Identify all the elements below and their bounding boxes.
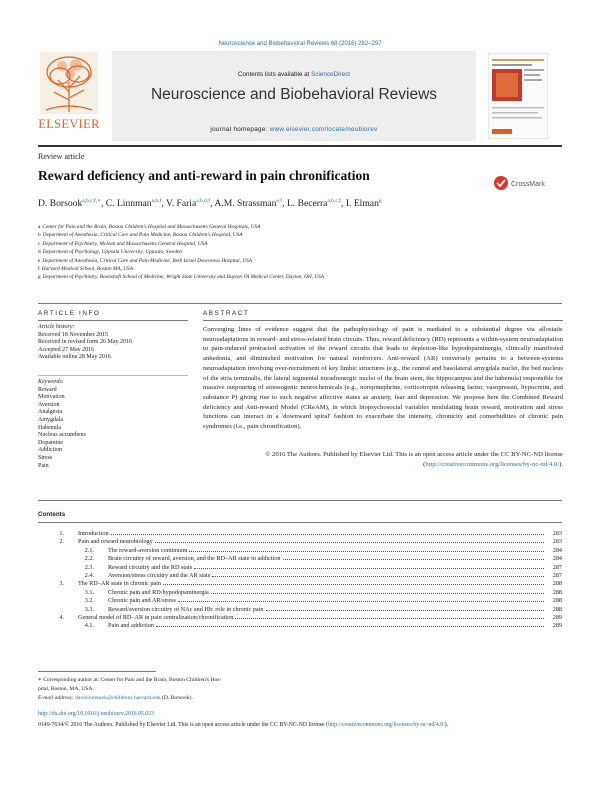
toc-number: 1. [59, 530, 64, 537]
footnote-rule [38, 671, 156, 672]
affiliation-item [38, 240, 563, 248]
toc-entry[interactable] [38, 571, 562, 579]
toc-title[interactable]: The reward-aversion continuum [108, 546, 188, 554]
journal-cover-icon[interactable] [488, 53, 548, 139]
toc-leader-dots [211, 588, 544, 594]
toc-number: 3.2. [84, 597, 94, 605]
contents-heading: Contents [38, 511, 66, 518]
author-name[interactable]: L. Becerra [286, 198, 328, 210]
article-info-heading: ARTICLE INFO [38, 310, 101, 317]
affiliation-text: Department of Anesthesia, Critical Care and Pain Medicine, Beth Israel Deaconess Hospital, USA [42, 257, 252, 264]
author-separator: , [161, 198, 166, 210]
toc-leader-dots [189, 546, 544, 552]
copyright-notice [203, 450, 563, 469]
author [287, 198, 343, 209]
toc-leader-dots [212, 571, 544, 577]
toc-page[interactable]: 288 [552, 580, 562, 588]
article-title: Reward deficiency and anti-reward in pain chronification [38, 168, 370, 183]
toc-page[interactable]: 287 [552, 571, 562, 579]
toc-number: 4. [59, 613, 64, 621]
section-rule [38, 303, 562, 304]
toc-entry[interactable] [38, 579, 562, 587]
author [346, 198, 382, 209]
author-affiliation-marks[interactable]: a,b,f [151, 198, 162, 204]
contents-top-rule [38, 500, 562, 501]
toc-entry[interactable] [38, 546, 562, 554]
toc-leader-dots [163, 579, 544, 585]
homepage-link[interactable]: www.elsevier.com/locate/neubiorev [269, 126, 378, 133]
toc-page[interactable]: 283 [552, 538, 562, 546]
author [106, 198, 166, 209]
copyright-text: © 2016 The Authors. Published by Elsevier Ltd. This is an open access article under the CC BY-NC-ND license ( [265, 451, 563, 468]
author-name[interactable]: C. Linnman [105, 198, 152, 210]
toc-title[interactable]: Chronic pain and RD/hypodopaminergia [108, 588, 209, 596]
affiliation-item [38, 257, 563, 265]
affiliations-list [38, 223, 563, 282]
toc-entry[interactable] [38, 613, 562, 621]
journal-homepage-line [112, 126, 476, 133]
toc-title[interactable]: Reward/aversion circuitry of NAc and Hb: role in chronic pain [108, 605, 264, 613]
toc-title[interactable]: Brain circuitry of reward, aversion, and the RD–AR state in addiction [108, 555, 281, 563]
history-accepted: Accepted 27 May 2016 [38, 346, 95, 353]
author-name[interactable]: V. Faria [166, 198, 197, 210]
toc-page[interactable]: 288 [552, 588, 562, 596]
affiliation-mark: e [38, 257, 41, 264]
keyword-item: Amygdala [38, 416, 63, 423]
license-end: ). [444, 722, 449, 728]
affiliation-text: Department of Psychiatry, Boonshoft School of Medicine, Wright State University and Dayton VA Medical Center, Dayton, OH, USA [42, 274, 325, 281]
toc-number: 2. [59, 538, 64, 546]
affiliation-mark: a [38, 224, 41, 230]
author-list [38, 195, 493, 210]
toc-title[interactable]: General model of RD–AR in pain centralization/chronification [78, 613, 234, 621]
homepage-prefix: journal homepage: [210, 126, 270, 133]
abstract-body [203, 325, 563, 432]
elsevier-wordmark[interactable]: ELSEVIER [38, 117, 100, 131]
author-separator: , [341, 198, 344, 210]
corresponding-line-1: ∗ Corresponding author at: Center for Pain and the Brain, Boston Children's Hos- [38, 677, 222, 683]
contents-heading-rule [38, 522, 562, 523]
article-info-rule [38, 320, 188, 321]
toc-number: 2.4. [84, 571, 94, 579]
toc-page[interactable]: 288 [552, 605, 562, 613]
toc-title[interactable]: Pain and addiction [108, 622, 155, 630]
abstract-rule [203, 320, 563, 321]
author-name[interactable]: A.M. Strassman [214, 198, 277, 210]
doi-link[interactable]: http://dx.doi.org/10.1016/j.neubiorev.2016.05.033 [38, 711, 154, 717]
contents-prefix: Contents lists available at [237, 71, 312, 78]
keyword-item: Reward [38, 386, 57, 393]
license-text: 0149-7634/© 2016 The Authors. Published by Elsevier Ltd. This is an open access article under the CC BY-NC-ND license ( [38, 722, 328, 728]
author [214, 198, 287, 209]
keyword-item: Analgesia [38, 409, 62, 416]
affiliation-text: Harvard Medical School, Boston MA, USA [41, 266, 133, 273]
author-name[interactable]: D. Borsook [38, 198, 83, 210]
affiliation-text: Department of Anesthesia, Critical Care and Pain Medicine, Boston Children's Hospital, USA [42, 232, 243, 239]
author-affiliation-marks[interactable]: a,b,c,f,∗ [82, 198, 101, 204]
toc-leader-dots [194, 563, 544, 569]
keyword-item: Dopamine [38, 439, 63, 446]
author-affiliation-marks[interactable]: g [378, 198, 382, 204]
affiliation-text: Department of Psychology, Uppsala University, Uppsala, Sweden [42, 249, 182, 256]
toc-entry[interactable] [38, 621, 562, 629]
keyword-item: Pain [38, 462, 49, 469]
toc-title[interactable]: Introduction [78, 530, 109, 537]
author-affiliation-marks[interactable]: e,f [276, 198, 283, 204]
toc-leader-dots [235, 613, 544, 619]
sciencedirect-link[interactable]: ScienceDirect [311, 71, 350, 78]
toc-title[interactable]: Reward circuitry and the RD state [108, 563, 193, 571]
keyword-item: Stress [38, 454, 53, 461]
author-separator: , [210, 198, 215, 210]
author-separator: , [100, 198, 106, 210]
toc-page[interactable]: 287 [552, 563, 562, 571]
crossmark-label: CrossMark [511, 181, 545, 188]
toc-number: 2.1. [84, 546, 94, 554]
toc-number: 2.2. [84, 555, 94, 563]
toc-page[interactable]: 289 [552, 622, 562, 630]
toc-entry[interactable] [38, 588, 562, 596]
keyword-item: Motivation [38, 394, 65, 401]
contents-available-line [112, 71, 476, 78]
license-link[interactable]: http://creativecommons.org/licenses/by-nc-nd/4.0/ [425, 460, 560, 468]
journal-title: Neuroscience and Biobehavioral Reviews [150, 86, 438, 103]
toc-leader-dots [111, 529, 544, 535]
affiliation-item [38, 273, 563, 281]
author [38, 198, 106, 209]
journal-reference[interactable]: Neuroscience and Biobehavioral Reviews 68 (2016) 282–297 [218, 41, 382, 47]
abstract-text: Converging lines of evidence suggest that the pathophysiology of pain is mediated to a substantial degree via allostatic neuroadaptations in reward- and stress-related brain circuits. Thus, reward deficiency (RD) represents a within-system neuroadaptation to pain-induced protracted activation of the reward circuits that leads to depletion-like hypodopaminergia, clinically manifested anhedonia, and diminished motivation for natural reinforcers. Anti-reward (AR) conversely pertains to a between-systems neuroadaptation involving over-recruitment of key limbic structures (e.g., the central and basolateral amygdala nuclei, the bed nucleus of the stria terminalis, the lateral tegmental noradrenergic nuclei of the brain stem, the hippocampus and the habenula) responsible for massive outpouring of stressogenic neurochemicals (e.g., norepinephrine, corticotropin releasing factor, vasopressin, hypocretin, and substance P) giving rise to such negative affective states as anxiety, fear and depression. We propose here the Combined Reward deficiency and Anti-reward Model (CReAM), in which biopsychosocial variables modulating brain reward, motivation and stress functions can interact in a 'downward spiral' fashion to exacerbate the intensity, chronicity and comorbidities of chronic pain syndromes (i.e., pain chronification). [203, 326, 563, 431]
header-rule [38, 145, 562, 147]
keyword-item: Aversion [38, 401, 60, 408]
history-label: Article history: [38, 324, 75, 330]
table-of-contents [38, 529, 562, 630]
toc-entry[interactable] [38, 605, 562, 613]
email-label: E-mail address: [38, 695, 76, 701]
affiliation-mark: d [38, 249, 41, 256]
affiliation-mark: g [38, 274, 41, 281]
toc-entry[interactable] [38, 537, 562, 545]
affiliation-item [38, 248, 563, 256]
toc-entry[interactable] [38, 563, 562, 571]
toc-leader-dots [266, 605, 545, 611]
toc-page[interactable]: 289 [552, 613, 562, 621]
author-affiliation-marks[interactable]: a,b,c,f [327, 198, 342, 204]
license-footer [38, 721, 563, 730]
keywords-label: Keywords: [38, 379, 64, 385]
abstract-heading: ABSTRACT [203, 310, 250, 317]
toc-page[interactable]: 288 [552, 597, 562, 605]
affiliation-text: Center for Pain and the Brain, Boston Children's Hospital and Massachusetts General Hospitals, USA [42, 224, 261, 230]
copyright-end: ). [559, 460, 563, 468]
author [166, 198, 214, 209]
article-history [38, 324, 188, 362]
toc-number: 2.3. [84, 563, 94, 571]
keyword-item: Addiction [38, 447, 62, 454]
keyword-item: Nucleus accumbens [38, 432, 86, 439]
affiliation-item [38, 265, 563, 273]
toc-leader-dots [283, 554, 544, 560]
corresponding-line-2: pital, Boston, MA, USA. [38, 686, 94, 692]
toc-title[interactable]: Pain and reward neurobiology [78, 538, 153, 546]
toc-page[interactable]: 284 [552, 546, 562, 554]
author-name[interactable]: I. Elman [345, 198, 379, 210]
keywords-rule [38, 375, 188, 376]
toc-entry[interactable] [38, 529, 562, 537]
affiliation-mark: f [38, 266, 40, 273]
crossmark-icon[interactable] [493, 175, 563, 191]
corresponding-author-note [38, 676, 308, 703]
history-online: Available online 28 May 2016 [38, 354, 111, 360]
history-revised: Received in revised form 26 May 2016 [38, 339, 132, 345]
toc-entry[interactable] [38, 554, 562, 562]
email-link[interactable]: david.borsook@childrens.harvard.edu [75, 695, 161, 701]
toc-leader-dots [155, 537, 544, 543]
keyword-item: Habenula [38, 424, 61, 431]
toc-page[interactable]: 283 [552, 530, 562, 537]
toc-number: 4.1. [84, 622, 94, 630]
toc-number: 3.1. [84, 588, 94, 596]
author-affiliation-marks[interactable]: a,b,d,f [196, 198, 211, 204]
toc-page[interactable]: 284 [552, 555, 562, 563]
affiliation-item [38, 231, 563, 239]
toc-title[interactable]: Chronic pain and AR/stress [108, 597, 176, 605]
toc-number: 3. [59, 580, 64, 588]
elsevier-tree-logo-icon [40, 52, 98, 114]
email-suffix: (D. Borsook). [160, 695, 193, 701]
affiliation-mark: c [38, 240, 41, 247]
toc-leader-dots [156, 621, 544, 627]
keywords-list [38, 379, 188, 470]
article-type: Review article [38, 152, 85, 161]
toc-number: 3.3. [84, 605, 94, 613]
toc-title[interactable]: Aversion/stress circuitry and the AR state [108, 571, 211, 579]
footer-license-link[interactable]: http://creativecommons.org/licenses/by-nc-nd/4.0/ [327, 722, 445, 728]
toc-title[interactable]: The RD–AR state in chronic pain [78, 580, 161, 588]
affiliation-mark: b [38, 232, 41, 239]
affiliation-text: Department of Psychiatry, Mclean and Massachusetts General Hospital, USA [42, 240, 208, 247]
author-separator: , [282, 198, 287, 210]
email-line [38, 694, 308, 703]
history-received: Received 18 November 2015 [38, 331, 109, 338]
toc-leader-dots [178, 596, 544, 602]
toc-entry[interactable] [38, 596, 562, 604]
affiliation-item [38, 223, 563, 231]
